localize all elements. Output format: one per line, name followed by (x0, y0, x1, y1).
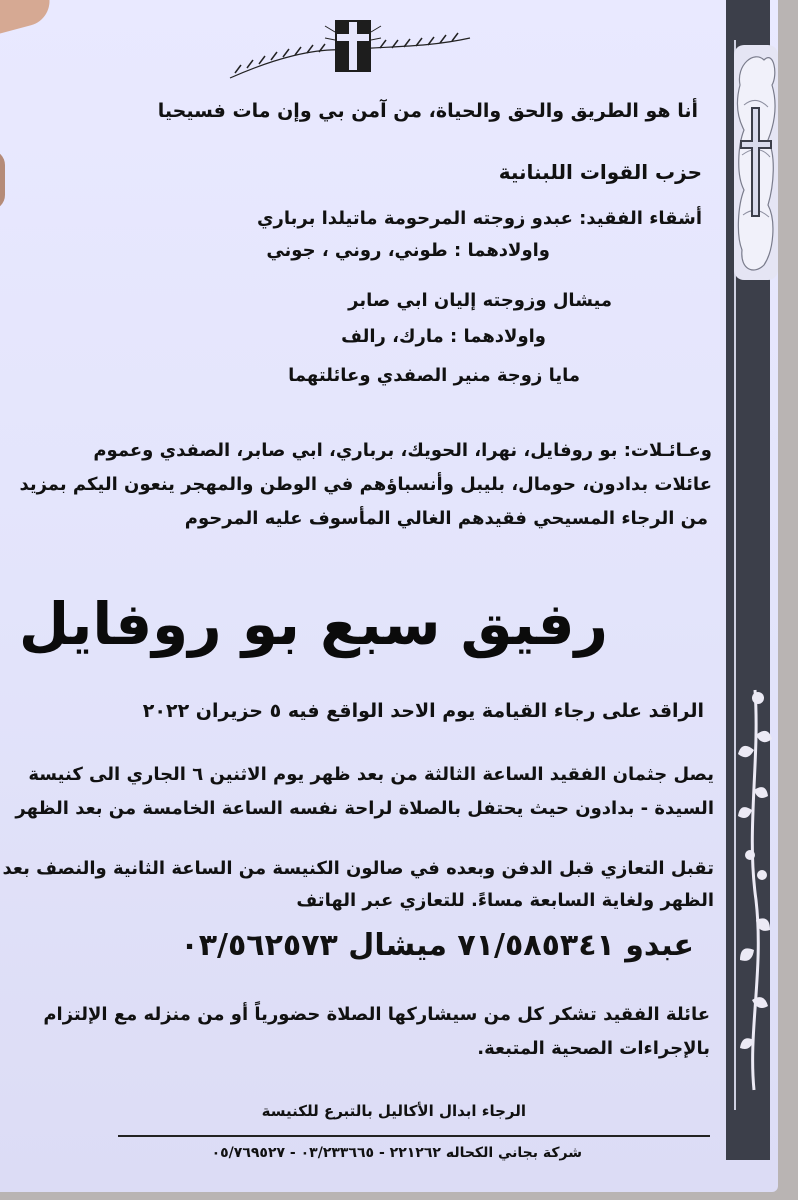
thanks-line: عائلة الفقيد تشكر كل من سيشاركها الصلاة حضورياً أو من منزله مع الإلتزام (43, 1004, 710, 1025)
rose-cross-emblem (734, 45, 778, 280)
condolence-line: تقبل التعازي قبل الدفن وبعده في صالون الكنيسة من الساعة الثانية والنصف بعد (2, 858, 714, 879)
lily-vine-ornament (732, 680, 778, 1100)
families-line: من الرجاء المسيحي فقيدهم الغالي المأسوف عليه المرحوم (184, 508, 708, 529)
cross-wheat-icon (225, 18, 475, 88)
passing-date: الراقد على رجاء القيامة يوم الاحد الواقع فيه ٥ حزيران ٢٠٢٢ (142, 700, 704, 722)
siblings-line: واولادهما : مارك، رالف (341, 326, 546, 347)
deceased-name: رفيق سبع بو روفايل (18, 590, 608, 658)
footer-printer: شركة بجاني الكحاله ٢٢١٢٦٢ - ٠٣/٢٣٣٦٦٥ - ٠٥/٧٦٩٥٢٧ (211, 1145, 582, 1161)
siblings-line: أشقاء الفقيد: عبدو زوجته المرحومة ماتيلدا برباري (257, 208, 702, 229)
party-name: حزب القوات اللبنانية (498, 160, 702, 184)
funeral-line: السيدة - بدادون حيث يحتفل بالصلاة لراحة نفسه الساعة الخامسة من بعد الظهر (15, 798, 714, 819)
siblings-line: ميشال وزوجته إليان ابي صابر (348, 290, 612, 311)
condolence-line: الظهر ولغاية السابعة مساءً. للتعازي عبر الهاتف (296, 890, 714, 911)
thanks-line: بالإجراءات الصحية المتبعة. (477, 1038, 710, 1059)
siblings-line: مايا زوجة منير الصفدي وعائلتهما (288, 365, 580, 386)
funeral-line: يصل جثمان الفقيد الساعة الثالثة من بعد ظهر يوم الاثنين ٦ الجاري الى كنيسة (28, 764, 714, 785)
families-line: عائلات بدادون، حومال، بليبل وأنسباؤهم في الوطن والمهجر ينعون اليكم بمزيد (19, 474, 712, 495)
families-line: وعـائـلات: بو روفايل، نهرا، الحويك، برباري، ابي صابر، الصفدي وعموم (93, 440, 712, 461)
siblings-line: واولادهما : طوني، روني ، جوني (266, 240, 550, 261)
cross-icon (734, 45, 778, 280)
divider (118, 1135, 710, 1137)
phone-numbers: عبدو ٧١/٥٨٥٣٤١ ميشال ٠٣/٥٦٢٥٧٣ (180, 928, 694, 963)
verse: أنا هو الطريق والحق والحياة، من آمن بي وإن مات فسيحيا (157, 100, 698, 122)
donation-note: الرجاء ابدال الأكاليل بالتبرع للكنيسة (261, 1102, 526, 1120)
